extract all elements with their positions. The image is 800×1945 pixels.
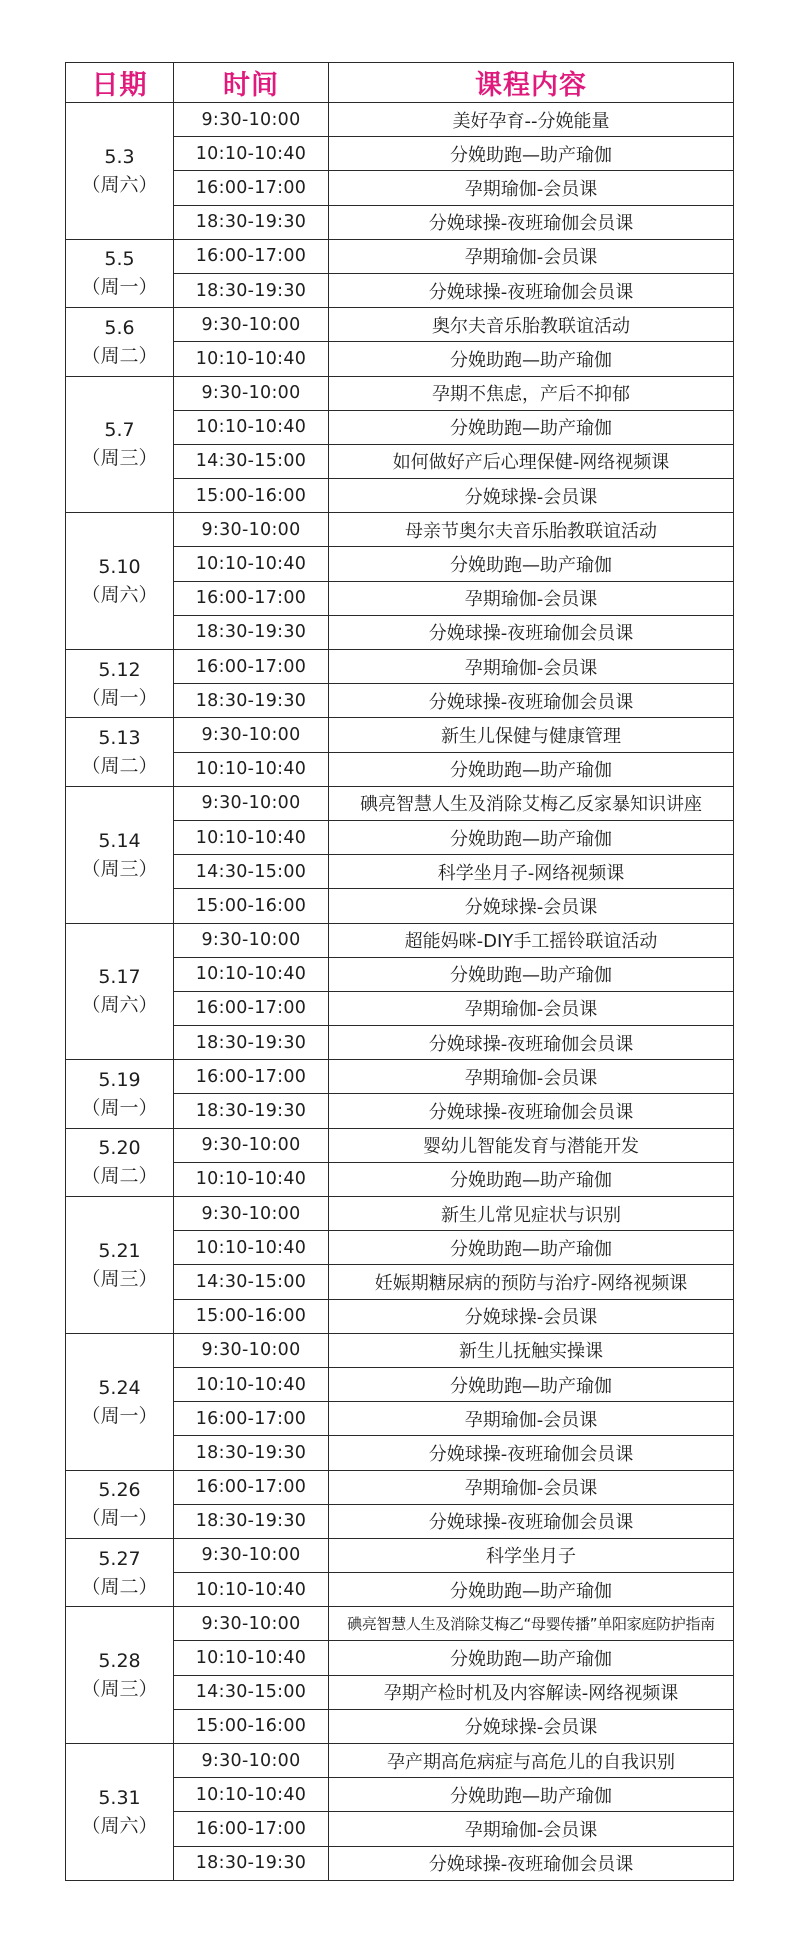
time-cell: 10:10-10:40 (174, 547, 329, 581)
table-row (66, 1744, 734, 1778)
course-cell: 分娩助跑—助产瑜伽 (329, 547, 734, 581)
time-cell: 16:00-17:00 (174, 991, 329, 1025)
table-row (66, 923, 734, 957)
date-label: 5.14 (98, 829, 141, 852)
course-cell: 分娩球操-夜班瑜伽会员课 (329, 1504, 734, 1538)
date-cell (66, 239, 174, 307)
time-cell: 9:30-10:00 (174, 308, 329, 342)
course-cell: 孕期瑜伽-会员课 (329, 1402, 734, 1436)
time-cell: 16:00-17:00 (174, 650, 329, 684)
weekday-label: （周二） (81, 344, 158, 367)
table-row (66, 103, 734, 137)
course-cell: 分娩球操-夜班瑜伽会员课 (329, 273, 734, 307)
course-cell: 分娩助跑—助产瑜伽 (329, 752, 734, 786)
time-cell: 18:30-19:30 (174, 684, 329, 718)
time-cell: 18:30-19:30 (174, 1846, 329, 1880)
weekday-label: （周三） (81, 447, 158, 470)
table-row (66, 1197, 734, 1231)
header-row (66, 63, 734, 103)
time-cell: 10:10-10:40 (174, 752, 329, 786)
course-cell: 奥尔夫音乐胎教联谊活动 (329, 308, 734, 342)
time-cell: 10:10-10:40 (174, 1162, 329, 1196)
date-cell (66, 786, 174, 923)
table-row (66, 786, 734, 820)
date-label: 5.31 (98, 1786, 141, 1809)
time-cell: 9:30-10:00 (174, 1333, 329, 1367)
course-cell: 孕期瑜伽-会员课 (329, 1812, 734, 1846)
date-label: 5.13 (98, 727, 141, 750)
table-row (66, 718, 734, 752)
time-cell: 10:10-10:40 (174, 342, 329, 376)
date-cell (66, 308, 174, 376)
course-cell: 孕期瑜伽-会员课 (329, 581, 734, 615)
date-cell (66, 1470, 174, 1538)
course-cell: 新生儿保健与健康管理 (329, 718, 734, 752)
course-cell: 孕期不焦虑，产后不抑郁 (329, 376, 734, 410)
course-cell: 孕期瑜伽-会员课 (329, 239, 734, 273)
time-cell: 9:30-10:00 (174, 1538, 329, 1572)
date-cell (66, 650, 174, 718)
course-cell: 孕期瑜伽-会员课 (329, 1060, 734, 1094)
date-cell (66, 923, 174, 1060)
time-cell: 10:10-10:40 (174, 1778, 329, 1812)
date-cell (66, 1538, 174, 1606)
course-cell: 孕期产检时机及内容解读-网络视频课 (329, 1675, 734, 1709)
course-cell: 分娩球操-夜班瑜伽会员课 (329, 205, 734, 239)
course-cell: 分娩球操-夜班瑜伽会员课 (329, 1026, 734, 1060)
weekday-label: （周一） (81, 276, 158, 299)
course-cell: 分娩球操-会员课 (329, 1299, 734, 1333)
course-cell: 孕期瑜伽-会员课 (329, 991, 734, 1025)
table-row (66, 1333, 734, 1367)
time-cell: 9:30-10:00 (174, 513, 329, 547)
course-cell: 孕产期高危病症与高危儿的自我识别 (329, 1744, 734, 1778)
course-cell: 美好孕育--分娩能量 (329, 103, 734, 137)
time-cell: 14:30-15:00 (174, 855, 329, 889)
date-label: 5.26 (98, 1479, 141, 1502)
date-label: 5.7 (104, 419, 135, 442)
course-cell: 婴幼儿智能发育与潜能开发 (329, 1128, 734, 1162)
weekday-label: （周六） (81, 173, 158, 196)
course-cell: 分娩球操-夜班瑜伽会员课 (329, 615, 734, 649)
time-cell: 9:30-10:00 (174, 1197, 329, 1231)
course-cell: 分娩球操-会员课 (329, 889, 734, 923)
time-cell: 9:30-10:00 (174, 376, 329, 410)
date-label: 5.19 (98, 1068, 141, 1091)
course-cell: 碘亮智慧人生及消除艾梅乙“母婴传播”单阳家庭防护指南 (329, 1607, 734, 1641)
course-cell: 超能妈咪-DIY手工摇铃联谊活动 (329, 923, 734, 957)
table-row (66, 308, 734, 342)
time-cell: 9:30-10:00 (174, 786, 329, 820)
course-cell: 分娩球操-会员课 (329, 1709, 734, 1743)
time-cell: 18:30-19:30 (174, 273, 329, 307)
time-cell: 10:10-10:40 (174, 410, 329, 444)
course-cell: 分娩助跑—助产瑜伽 (329, 1367, 734, 1401)
weekday-label: （周二） (81, 1575, 158, 1598)
date-label: 5.20 (98, 1137, 141, 1160)
weekday-label: （周六） (81, 994, 158, 1017)
time-cell: 16:00-17:00 (174, 1060, 329, 1094)
time-cell: 10:10-10:40 (174, 820, 329, 854)
course-cell: 妊娠期糖尿病的预防与治疗-网络视频课 (329, 1265, 734, 1299)
weekday-label: （周二） (81, 1165, 158, 1188)
weekday-label: （周三） (81, 857, 158, 880)
schedule-body (66, 103, 734, 1881)
date-label: 5.17 (98, 966, 141, 989)
date-label: 5.12 (98, 658, 141, 681)
weekday-label: （周一） (81, 1096, 158, 1119)
weekday-label: （周二） (81, 755, 158, 778)
weekday-label: （周六） (81, 1814, 158, 1837)
course-cell: 孕期瑜伽-会员课 (329, 650, 734, 684)
course-cell: 分娩球操-夜班瑜伽会员课 (329, 1094, 734, 1128)
time-cell: 16:00-17:00 (174, 171, 329, 205)
time-cell: 16:00-17:00 (174, 1470, 329, 1504)
table-row (66, 650, 734, 684)
date-label: 5.3 (104, 145, 135, 168)
time-cell: 9:30-10:00 (174, 1744, 329, 1778)
course-cell: 分娩助跑—助产瑜伽 (329, 1231, 734, 1265)
table-row (66, 1128, 734, 1162)
course-cell: 分娩球操-会员课 (329, 479, 734, 513)
table-row (66, 376, 734, 410)
table-row (66, 1470, 734, 1504)
course-cell: 分娩球操-夜班瑜伽会员课 (329, 1436, 734, 1470)
date-cell (66, 1060, 174, 1128)
time-cell: 15:00-16:00 (174, 889, 329, 923)
course-cell: 分娩助跑—助产瑜伽 (329, 1641, 734, 1675)
course-cell: 分娩助跑—助产瑜伽 (329, 1162, 734, 1196)
course-cell: 科学坐月子-网络视频课 (329, 855, 734, 889)
date-label: 5.10 (98, 556, 141, 579)
table-row (66, 1607, 734, 1641)
course-cell: 母亲节奥尔夫音乐胎教联谊活动 (329, 513, 734, 547)
time-cell: 9:30-10:00 (174, 718, 329, 752)
course-cell: 分娩助跑—助产瑜伽 (329, 410, 734, 444)
course-cell: 分娩助跑—助产瑜伽 (329, 137, 734, 171)
weekday-label: （周三） (81, 1267, 158, 1290)
course-cell: 分娩球操-夜班瑜伽会员课 (329, 684, 734, 718)
course-cell: 孕期瑜伽-会员课 (329, 171, 734, 205)
course-cell: 分娩助跑—助产瑜伽 (329, 820, 734, 854)
date-label: 5.28 (98, 1650, 141, 1673)
time-cell: 18:30-19:30 (174, 1094, 329, 1128)
time-cell: 10:10-10:40 (174, 137, 329, 171)
course-column-header: 课程内容 (329, 63, 734, 103)
time-cell: 18:30-19:30 (174, 1436, 329, 1470)
table-row (66, 513, 734, 547)
time-cell: 15:00-16:00 (174, 479, 329, 513)
time-cell: 18:30-19:30 (174, 205, 329, 239)
course-cell: 碘亮智慧人生及消除艾梅乙反家暴知识讲座 (329, 786, 734, 820)
date-label: 5.21 (98, 1239, 141, 1262)
time-cell: 14:30-15:00 (174, 1675, 329, 1709)
course-cell: 如何做好产后心理保健-网络视频课 (329, 444, 734, 478)
time-cell: 18:30-19:30 (174, 1504, 329, 1538)
course-cell: 分娩助跑—助产瑜伽 (329, 1778, 734, 1812)
time-cell: 10:10-10:40 (174, 1573, 329, 1607)
date-cell (66, 376, 174, 513)
course-cell: 分娩助跑—助产瑜伽 (329, 957, 734, 991)
weekday-label: （周一） (81, 1404, 158, 1427)
time-cell: 10:10-10:40 (174, 957, 329, 991)
table-row (66, 1060, 734, 1094)
course-cell: 新生儿常见症状与识别 (329, 1197, 734, 1231)
date-label: 5.5 (104, 248, 135, 271)
table-row (66, 1538, 734, 1572)
time-cell: 10:10-10:40 (174, 1641, 329, 1675)
time-cell: 16:00-17:00 (174, 239, 329, 273)
date-cell (66, 1128, 174, 1196)
date-label: 5.27 (98, 1547, 141, 1570)
time-cell: 16:00-17:00 (174, 581, 329, 615)
time-cell: 15:00-16:00 (174, 1709, 329, 1743)
time-cell: 10:10-10:40 (174, 1231, 329, 1265)
time-cell: 9:30-10:00 (174, 1607, 329, 1641)
time-cell: 9:30-10:00 (174, 103, 329, 137)
course-schedule-table (65, 62, 734, 1881)
date-label: 5.24 (98, 1376, 141, 1399)
course-cell: 分娩球操-夜班瑜伽会员课 (329, 1846, 734, 1880)
time-cell: 15:00-16:00 (174, 1299, 329, 1333)
time-cell: 10:10-10:40 (174, 1367, 329, 1401)
date-label: 5.6 (104, 316, 135, 339)
date-cell (66, 718, 174, 786)
time-cell: 14:30-15:00 (174, 444, 329, 478)
date-cell (66, 1333, 174, 1470)
weekday-label: （周三） (81, 1678, 158, 1701)
course-cell: 新生儿抚触实操课 (329, 1333, 734, 1367)
time-cell: 9:30-10:00 (174, 1128, 329, 1162)
date-cell (66, 1607, 174, 1744)
date-cell (66, 513, 174, 650)
time-cell: 14:30-15:00 (174, 1265, 329, 1299)
course-cell: 科学坐月子 (329, 1538, 734, 1572)
table-row (66, 239, 734, 273)
course-cell: 分娩助跑—助产瑜伽 (329, 342, 734, 376)
course-cell: 分娩助跑—助产瑜伽 (329, 1573, 734, 1607)
weekday-label: （周六） (81, 584, 158, 607)
date-column-header: 日期 (66, 63, 174, 103)
time-column-header: 时间 (174, 63, 329, 103)
date-cell (66, 1744, 174, 1881)
date-cell (66, 103, 174, 240)
time-cell: 9:30-10:00 (174, 923, 329, 957)
time-cell: 18:30-19:30 (174, 615, 329, 649)
time-cell: 16:00-17:00 (174, 1812, 329, 1846)
date-cell (66, 1197, 174, 1334)
weekday-label: （周一） (81, 1507, 158, 1530)
weekday-label: （周一） (81, 686, 158, 709)
course-cell: 孕期瑜伽-会员课 (329, 1470, 734, 1504)
time-cell: 18:30-19:30 (174, 1026, 329, 1060)
time-cell: 16:00-17:00 (174, 1402, 329, 1436)
